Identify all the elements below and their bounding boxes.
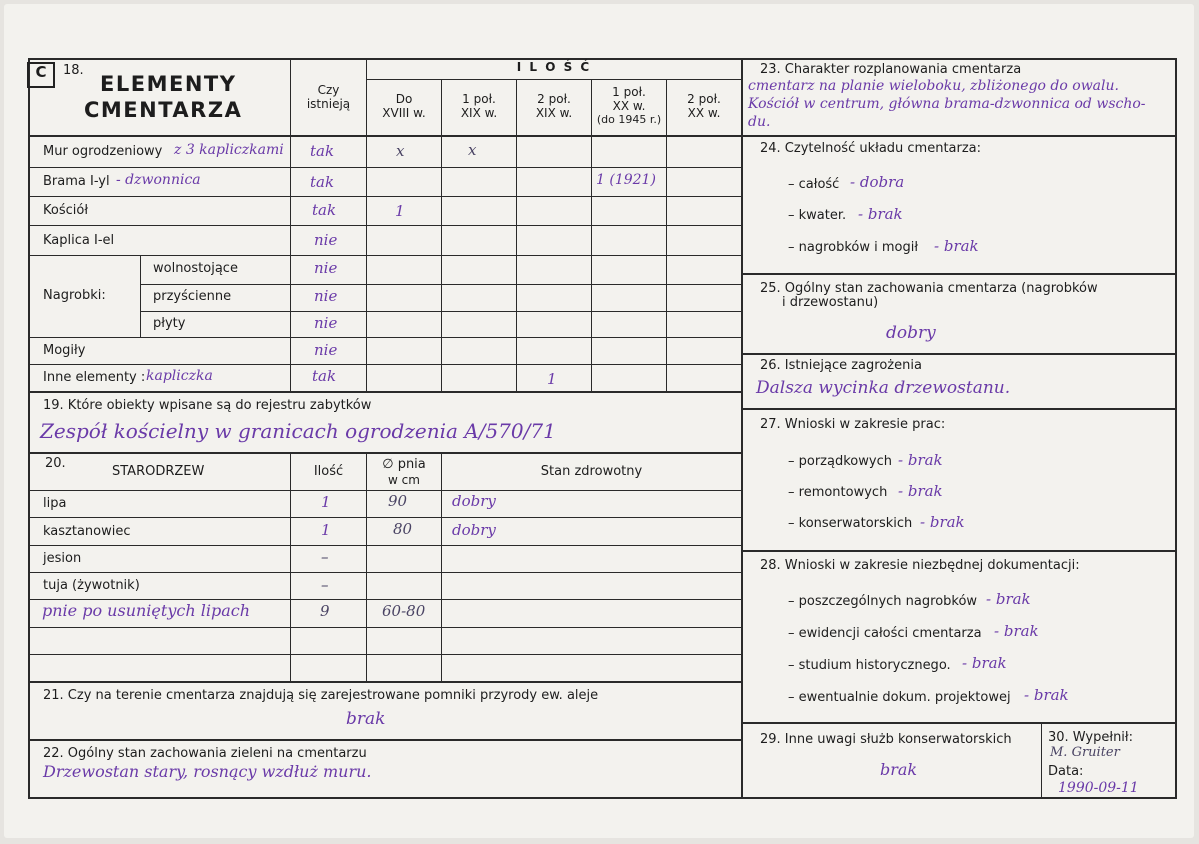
q27-label: 27. Wnioski w zakresie prac: <box>760 417 946 432</box>
q21-answer: brak <box>346 709 386 729</box>
hw-mur-detail: z 3 kapliczkami <box>174 142 284 158</box>
row-label-przyscienne: przyścienne <box>153 289 232 304</box>
q24-label: 24. Czytelność układu cmentarza: <box>760 141 982 156</box>
q30-date-label: Data: <box>1048 764 1084 779</box>
vline <box>441 453 442 682</box>
row-label-kosciol: Kościół <box>43 203 89 218</box>
section-number: 18. <box>63 63 84 78</box>
hw-brama-exists: tak <box>310 173 335 191</box>
tree-qty-5: 9 <box>320 602 330 620</box>
row-label-mur: Mur ogrodzeniowy <box>43 144 163 159</box>
q22-label: 22. Ogólny stan zachowania zieleni na cmentarzu <box>43 746 367 761</box>
hline <box>741 722 1177 724</box>
tree-name-2: kasztanowiec <box>43 524 131 539</box>
hw-mur-c2: x <box>468 141 477 159</box>
hline <box>28 452 741 454</box>
q28-d-value: - brak <box>1024 686 1069 704</box>
hline <box>741 353 1177 355</box>
starodrzew-header: STARODRZEW <box>112 464 205 479</box>
col4-header-l1: 1 poł. <box>612 85 646 99</box>
hline <box>28 391 741 393</box>
hline <box>28 196 741 197</box>
q19-answer: Zespół kościelny w granicach ogrodzenia A/570/71 <box>40 419 556 443</box>
q29-answer: brak <box>880 760 918 779</box>
q27-b-label: – remontowych <box>788 485 888 500</box>
hline <box>28 364 741 365</box>
q23-answer-line1: cmentarz na planie wieloboku, zbliżonego do owalu. <box>748 78 1119 94</box>
q28-b-label: – ewidencji całości cmentarza <box>788 626 982 641</box>
section-title-line2: CMENTARZA <box>84 98 243 122</box>
q28-d-label: – ewentualnie dokum. projektowej <box>788 690 1011 705</box>
hw-plyty-exists: nie <box>314 314 338 332</box>
hw-inne-c3: 1 <box>547 370 557 388</box>
vline <box>1041 722 1042 798</box>
q23-answer-line2: Kościół w centrum, główna brama-dzwonnica od wscho- <box>748 96 1146 112</box>
exists-header-l1: Czy <box>317 83 340 97</box>
tree-qty-1: 1 <box>321 493 331 511</box>
frame-bottom <box>28 797 1177 799</box>
q25-answer: dobry <box>886 323 936 343</box>
hw-kosciol-exists: tak <box>312 201 337 219</box>
tree-qty-4: – <box>321 576 329 594</box>
row-label-brama: Brama I-yl <box>43 174 110 189</box>
col5-header-l1: 2 poł. <box>687 92 721 106</box>
tree-qty-2: 1 <box>321 521 331 539</box>
hline <box>28 739 741 741</box>
hw-wolno-exists: nie <box>314 259 338 277</box>
tree-name-1: lipa <box>43 496 67 511</box>
col3-header-l1: 2 poł. <box>537 92 571 106</box>
exists-header-l2: istnieją <box>306 97 351 111</box>
frame-left <box>28 58 30 799</box>
tree-name-4: tuja (żywotnik) <box>43 578 140 593</box>
q24-a-value: - dobra <box>850 173 905 191</box>
tree-diam-5: 60-80 <box>382 602 426 620</box>
section-letter: C <box>35 63 47 81</box>
vline <box>516 79 517 392</box>
q27-a-value: - brak <box>898 451 943 469</box>
q24-c-value: - brak <box>934 237 979 255</box>
q23-answer-line3: du. <box>748 114 771 130</box>
tree-diam-2: 80 <box>393 520 413 538</box>
hw-inne-exists: tak <box>312 367 337 385</box>
hw-inne-detail: kapliczka <box>146 368 213 384</box>
hline <box>28 337 741 338</box>
hw-brama-c4: 1 (1921) <box>596 172 656 188</box>
hw-kosciol-c1: 1 <box>395 202 405 220</box>
hline <box>28 681 741 683</box>
frame-right <box>1175 58 1177 799</box>
row-label-nagrobki: Nagrobki: <box>43 288 106 303</box>
q28-b-value: - brak <box>994 622 1039 640</box>
q21-label: 21. Czy na terenie cmentarza znajdują się zarejestrowane pomniki przyrody ew. aleje <box>43 688 599 703</box>
q26-answer: Dalsza wycinka drzewostanu. <box>756 378 1011 398</box>
hline <box>741 408 1177 410</box>
q28-c-value: - brak <box>962 654 1007 672</box>
tree-qty-3: – <box>321 548 329 566</box>
q27-a-label: – porządkowych <box>788 454 892 469</box>
hline <box>28 572 741 573</box>
hw-przysc-exists: nie <box>314 287 338 305</box>
q24-b-label: – kwater. <box>788 208 847 223</box>
col1-header-l1: Do <box>395 92 413 106</box>
vline <box>140 255 141 337</box>
tree-diam-1: 90 <box>388 492 408 510</box>
hline <box>741 550 1177 552</box>
col2-header-l2: XIX w. <box>460 106 498 120</box>
tree-name-5: pnie po usuniętych lipach <box>42 601 250 620</box>
q25-label-l1: 25. Ogólny stan zachowania cmentarza (nagrobków <box>760 281 1098 296</box>
q22-answer: Drzewostan stary, rosnący wzdłuż muru. <box>43 762 372 781</box>
starodrzew-stan-header: Stan zdrowotny <box>540 464 643 479</box>
col4-header-l2: XX w. <box>612 99 646 113</box>
hw-mur-c1: x <box>396 142 405 160</box>
ilosc-header: I L O Ś Ć <box>516 60 592 74</box>
row-label-kaplica: Kaplica I-el <box>43 233 115 248</box>
q28-label: 28. Wnioski w zakresie niezbędnej dokumentacji: <box>760 558 1080 573</box>
hline <box>28 599 741 600</box>
tree-name-3: jesion <box>43 551 82 566</box>
column-divider <box>741 58 743 799</box>
q28-a-label: – poszczególnych nagrobków <box>788 594 978 609</box>
q27-b-value: - brak <box>898 482 943 500</box>
hline <box>28 654 741 655</box>
hline <box>28 627 741 628</box>
col2-header-l1: 1 poł. <box>462 92 496 106</box>
starodrzew-ilosc-header: Ilość <box>313 464 344 479</box>
q24-a-label: – całość <box>788 177 840 192</box>
section-title-line1: ELEMENTY <box>100 72 237 96</box>
q27-c-value: - brak <box>920 513 965 531</box>
vline <box>441 79 442 392</box>
hline <box>28 135 741 137</box>
q25-label-l2: i drzewostanu) <box>782 295 879 310</box>
row-label-inne: Inne elementy : <box>43 370 146 385</box>
q30-name: M. Gruiter <box>1050 745 1120 760</box>
row-label-plyty: płyty <box>153 316 186 331</box>
frame-top <box>28 58 1177 60</box>
q29-label: 29. Inne uwagi służb konserwatorskich <box>760 732 1012 747</box>
row-label-wolnostojace: wolnostojące <box>153 261 238 276</box>
col4-header-l3: (do 1945 r.) <box>596 113 662 126</box>
hline <box>28 490 741 491</box>
starodrzew-pnia-l2: w cm <box>388 473 420 487</box>
col3-header-l2: XIX w. <box>535 106 573 120</box>
starodrzew-pnia-l1: ∅ pnia <box>382 457 426 472</box>
q30-date: 1990-09-11 <box>1058 780 1139 796</box>
col1-header-l2: XVIII w. <box>382 106 426 120</box>
hline <box>366 79 741 80</box>
q24-b-value: - brak <box>858 205 903 223</box>
hline <box>28 545 741 546</box>
q26-label: 26. Istniejące zagrożenia <box>760 358 922 373</box>
q27-c-label: – konserwatorskich <box>788 516 913 531</box>
vline <box>290 453 291 682</box>
starodrzew-number: 20. <box>45 456 66 471</box>
q19-label: 19. Które obiekty wpisane są do rejestru zabytków <box>43 398 372 413</box>
q24-c-label: – nagrobków i mogił <box>788 240 919 255</box>
q28-a-value: - brak <box>986 590 1031 608</box>
hline <box>28 255 741 256</box>
hw-brama-detail: - dzwonnica <box>116 172 201 188</box>
q28-c-label: – studium historycznego. <box>788 658 951 673</box>
vline <box>666 79 667 392</box>
hw-kaplica-exists: nie <box>314 231 338 249</box>
q30-label: 30. Wypełnił: <box>1048 730 1133 745</box>
col5-header-l2: XX w. <box>687 106 721 120</box>
hline <box>28 167 741 168</box>
q23-label: 23. Charakter rozplanowania cmentarza <box>760 62 1022 77</box>
hline <box>28 225 741 226</box>
tree-health-1: dobry <box>452 492 496 510</box>
hw-mogily-exists: nie <box>314 341 338 359</box>
hline <box>741 273 1177 275</box>
hline <box>741 135 1177 137</box>
hline <box>28 517 741 518</box>
row-label-mogily: Mogiły <box>43 343 86 358</box>
hw-mur-exists: tak <box>310 142 335 160</box>
tree-health-2: dobry <box>452 521 496 539</box>
